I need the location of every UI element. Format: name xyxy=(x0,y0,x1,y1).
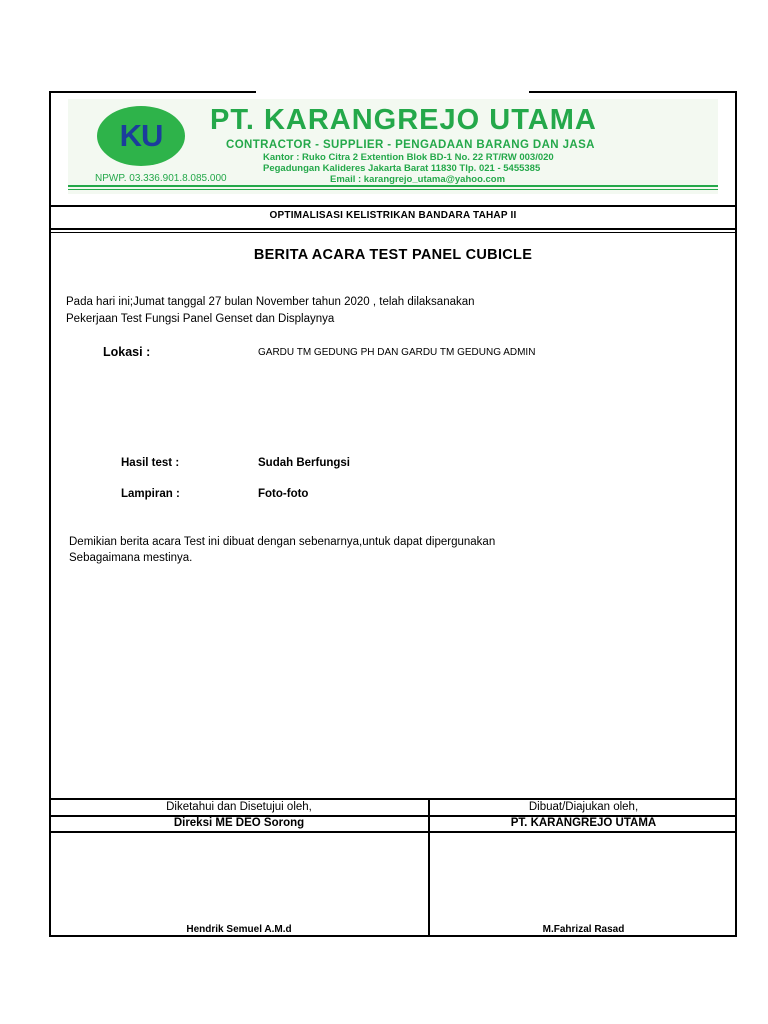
left-caption: Diketahui dan Disetujui oleh, xyxy=(166,801,312,813)
letterhead-rule-thin xyxy=(68,189,718,190)
left-party: Direksi ME DEO Sorong xyxy=(173,817,305,829)
company-address-line1: Kantor : Ruko Citra 2 Extention Blok BD-1 No. 22 RT/RW 003/020 xyxy=(263,152,554,163)
company-services: CONTRACTOR - SUPPLIER - PENGADAAN BARANG DAN JASA xyxy=(226,139,595,151)
logo-text: KU xyxy=(119,118,163,153)
result-value: Sudah Berfungsi xyxy=(258,457,351,469)
letterhead xyxy=(68,99,718,194)
company-npwp: NPWP. 03.336.901.8.085.000 xyxy=(95,173,227,184)
divider-thin xyxy=(49,232,737,233)
location-label: Lokasi : xyxy=(103,345,151,359)
closing-line1: Demikian berita acara Test ini dibuat dengan sebenarnya,untuk dapat dipergunakan xyxy=(69,536,496,548)
attachment-value: Foto-foto xyxy=(258,488,309,500)
intro-line2: Pekerjaan Test Fungsi Panel Genset dan Displaynya xyxy=(66,313,335,325)
company-name: PT. KARANGREJO UTAMA xyxy=(210,104,597,136)
signature-row-divider xyxy=(49,831,737,833)
divider xyxy=(49,205,737,207)
right-caption: Dibuat/Diajukan oleh, xyxy=(528,801,639,813)
company-address-line2: Pegadungan Kalideres Jakarta Barat 11830 Tlp. 021 - 5455385 xyxy=(263,163,541,174)
company-logo xyxy=(97,106,185,166)
company-email: Email : karangrejo_utama@yahoo.com xyxy=(330,174,506,185)
document-title: BERITA ACARA TEST PANEL CUBICLE xyxy=(253,247,533,263)
result-label: Hasil test : xyxy=(121,457,180,469)
right-party: PT. KARANGREJO UTAMA xyxy=(510,817,657,829)
closing-line2: Sebagaimana mestinya. xyxy=(69,552,193,564)
attachment-label: Lampiran : xyxy=(121,488,180,500)
signature-table-top xyxy=(49,798,737,800)
project-title: OPTIMALISASI KELISTRIKAN BANDARA TAHAP II xyxy=(269,210,517,221)
frame-top-gap xyxy=(256,89,529,94)
location-value: GARDU TM GEDUNG PH DAN GARDU TM GEDUNG ADMIN xyxy=(258,347,536,358)
left-signatory-name: Hendrik Semuel A.M.d xyxy=(186,924,292,935)
divider xyxy=(49,228,737,230)
letterhead-rule xyxy=(68,185,718,187)
intro-line1: Pada hari ini;Jumat tanggal 27 bulan November tahun 2020 , telah dilaksanakan xyxy=(66,296,475,308)
right-signatory-name: M.Fahrizal Rasad xyxy=(542,924,625,935)
